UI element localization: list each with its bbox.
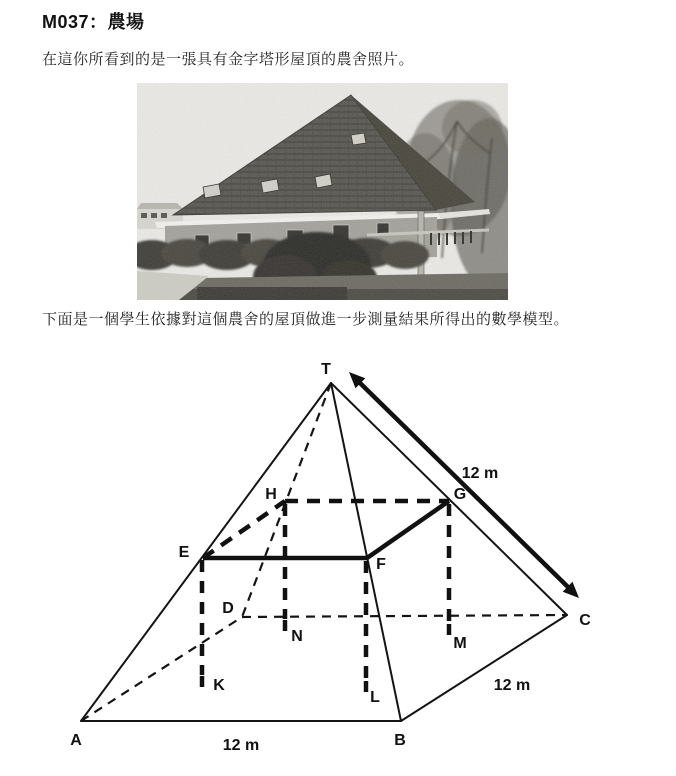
vertex-label-T: T xyxy=(321,361,331,378)
model-paragraph: 下面是一個學生依據對這個農舍的屋頂做進一步測量結果所得出的數學模型。 xyxy=(42,311,570,328)
vertex-label-K: K xyxy=(213,677,225,694)
measurement-TC: 12 m xyxy=(461,465,499,482)
vertex-label-B: B xyxy=(394,732,406,749)
measurement-AB: 12 m xyxy=(222,737,260,754)
pyramid-diagram-svg xyxy=(0,360,676,771)
vertex-label-E: E xyxy=(178,544,190,561)
vertex-label-A: A xyxy=(70,732,82,749)
attic-square-hidden xyxy=(203,501,449,558)
photo-grain-overlay xyxy=(137,83,508,300)
pyramid-diagram xyxy=(0,360,676,771)
visible-edges xyxy=(81,383,567,721)
vertex-label-H: H xyxy=(265,486,277,503)
hidden-edges xyxy=(81,383,567,721)
page-title: M037：農場 xyxy=(42,12,145,32)
intro-paragraph: 在這你所看到的是一張具有金字塔形屋頂的農舍照片。 xyxy=(42,51,415,68)
vertex-label-N: N xyxy=(291,628,303,645)
vertex-label-D: D xyxy=(222,600,234,617)
farmhouse-photo xyxy=(137,83,508,300)
measurement-labels xyxy=(223,465,530,754)
attic-square-visible xyxy=(203,501,449,558)
vertex-label-M: M xyxy=(453,635,467,652)
vertex-label-G: G xyxy=(453,486,467,503)
vertex-label-F: F xyxy=(376,556,386,573)
measurement-BC: 12 m xyxy=(493,677,531,694)
vertex-label-L: L xyxy=(370,689,380,706)
farmhouse-photo-svg xyxy=(137,83,508,300)
vertex-label-C: C xyxy=(579,612,591,629)
